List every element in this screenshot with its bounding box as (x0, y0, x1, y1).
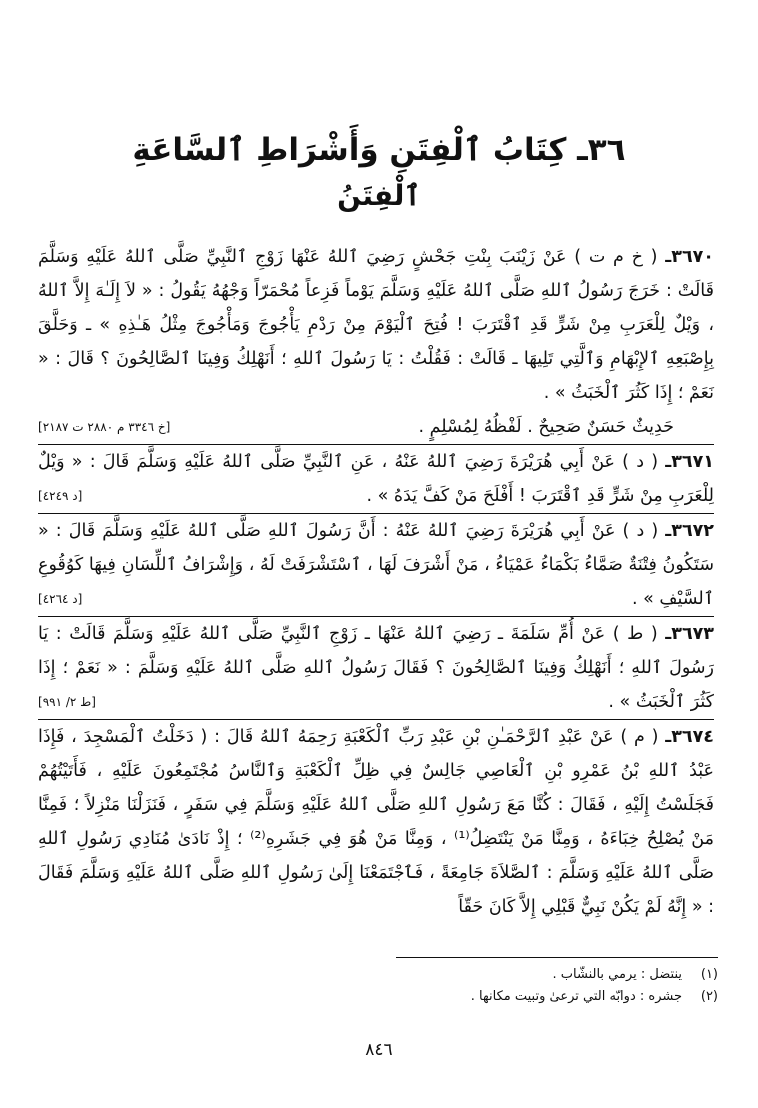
footnote-divider (396, 957, 718, 958)
hadith-verdict: حَدِيثٌ حَسَنٌ صَحِيحٌ . لَفْظُهُ لِمُسْلِمٍ . (418, 417, 674, 437)
hadith-paragraph (38, 720, 714, 924)
hadith-3672 (38, 514, 714, 616)
hadith-3670 (38, 240, 714, 444)
footnote-number: (١) (700, 967, 718, 982)
hadith-reference: [د ٤٢٤٩] (38, 489, 83, 503)
hadith-3673 (38, 617, 714, 719)
hadith-text: ( خ م ت ) عَنْ زَيْنَبَ بِنْتِ جَحْشٍ رَضِيَ ٱللهُ عَنْهَا زَوْجِ ٱلنَّبِيِّ صَلَّى ٱللهُ عَلَيْهِ وَسَلَّمَ قَالَتْ : خَرَجَ رَسُولُ ٱللهِ صَلَّى ٱللهُ عَلَيْهِ وَسَلَّمَ يَوْماً فَزِعاً مُحْمَرّاً وَجْهُهُ يَقُولُ : « لاَ إِلَـٰهَ إِلاَّ ٱللهُ ، وَيْلٌ لِلْعَرَبِ مِنْ شَرٍّ قَدِ ٱقْتَرَبَ ! فُتِحَ ٱلْيَوْمَ مِنْ رَدْمِ يَأْجُوجَ وَمَأْجُوجَ مِثْلُ هَـٰذِهِ » ـ وَحَلَّقَ بِإِصْبَعِهِ ٱلإِبْهَامِ وَٱلَّتِي تَلِيهَا ـ قَالَتْ : فَقُلْتُ : يَا رَسُولَ ٱللهِ ؛ أَنَهْلِكُ وَفِينَا ٱلصَّالِحُونَ ؟ قَالَ : « نَعَمْ ؛ إِذَا كَثُرَ ٱلْخَبَثُ » . (38, 247, 714, 403)
hadith-number: ٣٦٧٢ـ (665, 521, 714, 541)
hadith-reference: [د ٤٢٦٤] (38, 592, 83, 606)
hadith-3671 (38, 445, 714, 513)
footnote-text: جشره : دوابّه التي ترعىٰ وتبيت مكانها . (470, 989, 682, 1004)
section-title: ٱلْفِتَنُ (337, 179, 421, 212)
hadith-number: ٣٦٧١ـ (665, 452, 714, 472)
footnote-1 (42, 964, 718, 986)
hadith-text: ( ط ) عَنْ أُمِّ سَلَمَةَ ـ رَضِيَ ٱللهُ عَنْهَا ـ زَوْجِ ٱلنَّبِيِّ صَلَّى ٱللهُ عَلَيْهِ وَسَلَّمَ قَالَتْ : يَا رَسُولَ ٱللهِ ؛ أَنَهْلِكُ وَفِينَا ٱلصَّالِحُونَ ؟ فَقَالَ رَسُولُ ٱللهِ صَلَّى ٱللهُ عَلَيْهِ وَسَلَّمَ : « نَعَمْ ؛ إِذَا كَثُرَ ٱلْخَبَثُ » . (38, 624, 714, 712)
hadith-reference: [ط ٢/ ٩٩١] (38, 695, 96, 709)
hadith-paragraph (38, 240, 714, 410)
page-number: ٨٤٦ (365, 1040, 393, 1060)
hadith-paragraph (38, 617, 714, 719)
footnotes (42, 964, 718, 1008)
hadith-paragraph (38, 445, 714, 513)
hadith-number: ٣٦٧٠ـ (665, 247, 714, 267)
chapter-title: ٣٦ـ كِتَابُ ٱلْفِتَنِ وَأَشْرَاطِ ٱلسَّاعَةِ (132, 132, 626, 168)
hadith-text: ( د ) عَنْ أَبِي هُرَيْرَةَ رَضِيَ ٱللهُ عَنْهُ ، عَنِ ٱلنَّبِيِّ صَلَّى ٱللهُ عَلَيْهِ وَسَلَّمَ قَالَ : « وَيْلٌ لِلْعَرَبِ مِنْ شَرٍّ قَدِ ٱقْتَرَبَ ! أَفْلَحَ مَنْ كَفَّ يَدَهُ » . (38, 452, 714, 506)
hadith-reference: [خ ٣٣٤٦ م ٢٨٨٠ ت ٢١٨٧] (38, 420, 171, 434)
footnote-2 (42, 986, 718, 1008)
hadith-verdict-line (38, 410, 714, 444)
footnote-text: ينتضل : يرمي بالنشّاب . (552, 967, 682, 982)
hadith-list (38, 240, 714, 924)
footnote-number: (٢) (700, 989, 718, 1004)
hadith-number: ٣٦٧٣ـ (665, 624, 714, 644)
hadith-text: ( د ) عَنْ أَبِي هُرَيْرَةَ رَضِيَ ٱللهُ عَنْهُ : أَنَّ رَسُولَ ٱللهِ صَلَّى ٱللهُ عَلَيْهِ وَسَلَّمَ قَالَ : « سَتَكُونُ فِتْنَةٌ صَمَّاءُ بَكْمَاءُ عَمْيَاءُ ، مَنْ أَشْرَفَ لَهَا ، ٱسْتَشْرَفَتْ لَهُ ، وَإِشْرَافُ ٱللِّسَانِ فِيهَا كَوُقُوعِ ٱلسَّيْفِ » . (38, 521, 714, 609)
hadith-paragraph (38, 514, 714, 616)
hadith-3674 (38, 720, 714, 924)
hadith-number: ٣٦٧٤ـ (665, 727, 714, 747)
title-block (0, 128, 758, 216)
hadith-text: ( م ) عَنْ عَبْدِ ٱلرَّحْمَـٰنِ بْنِ عَبْدِ رَبِّ ٱلْكَعْبَةِ رَحِمَهُ ٱللهُ قَالَ : ( دَخَلْتُ ٱلْمَسْجِدَ ، فَإِذَا عَبْدُ ٱللهِ بْنُ عَمْرِو بْنِ ٱلْعَاصِي جَالِسٌ فِي ظِلِّ ٱلْكَعْبَةِ وَٱلنَّاسُ مُجْتَمِعُونَ عَلَيْهِ ، فَأَتَيْتُهُمْ فَجَلَسْتُ إِلَيْهِ ، فَقَالَ : كُنَّا مَعَ رَسُولِ ٱللهِ صَلَّى ٱللهُ عَلَيْهِ وَسَلَّمَ فِي سَفَرٍ ، فَنَزَلْنَا مَنْزِلاً ؛ فَمِنَّا مَنْ يُصْلِحُ خِبَاءَهُ ، وَمِنَّا مَنْ يَنْتَضِلُ⁽¹⁾ ، وَمِنَّا مَنْ هُوَ فِي جَشَرِهِ⁽²⁾ ؛ إِذْ نَادَىٰ مُنَادِي رَسُولِ ٱللهِ صَلَّى ٱللهُ عَلَيْهِ وَسَلَّمَ : ٱلصَّلاَةَ جَامِعَةً ، فَٱجْتَمَعْنَا إِلَىٰ رَسُولِ ٱللهِ صَلَّى ٱللهُ عَلَيْهِ وَسَلَّمَ فَقَالَ : « إِنَّهُ لَمْ يَكُنْ نَبِيٌّ قَبْلِي إِلاَّ كَانَ حَقّاً (38, 727, 715, 917)
